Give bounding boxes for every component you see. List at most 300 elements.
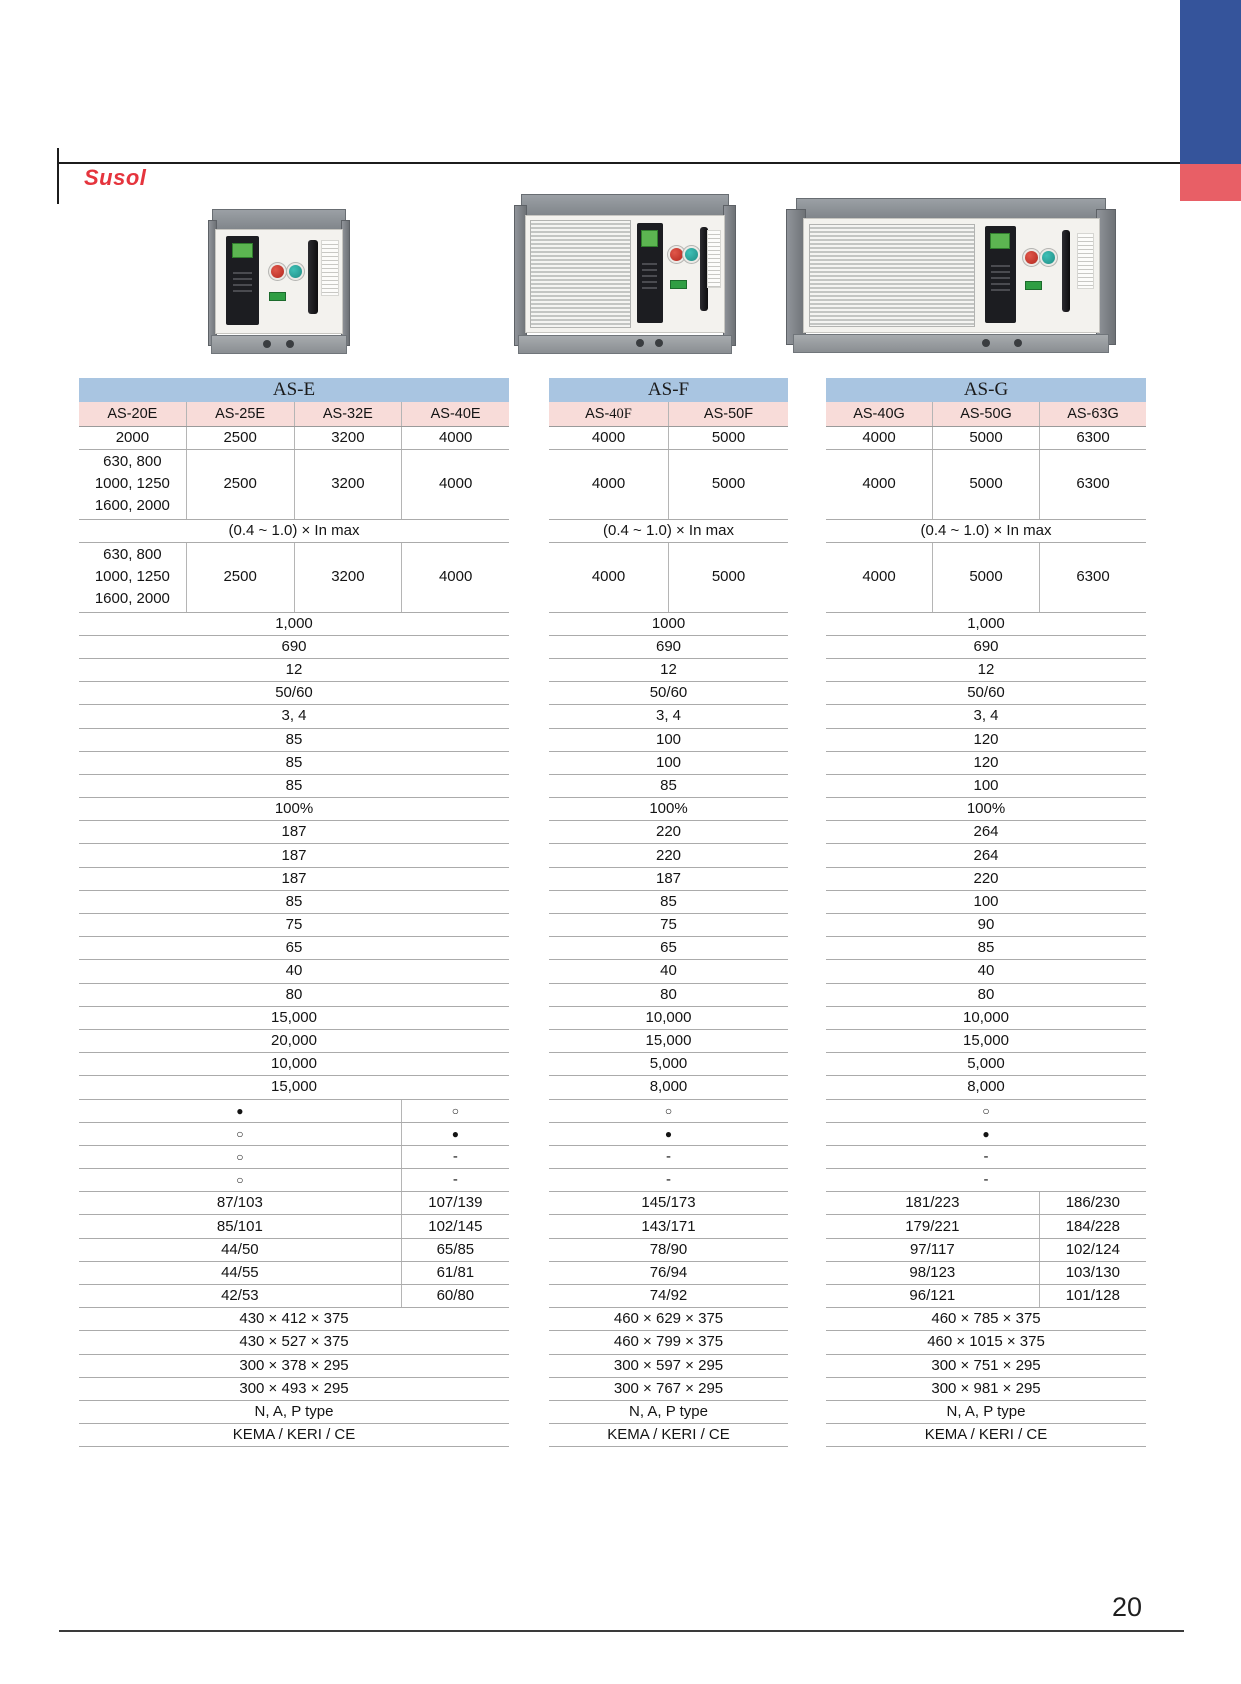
table-cell: 85 [977, 939, 995, 957]
table-row [549, 752, 788, 775]
table-cell: 2500 [187, 543, 295, 612]
table-row [826, 682, 1146, 705]
table-cell: 460 × 785 × 375 [931, 1310, 1041, 1328]
breaker-front-panel [803, 218, 1100, 333]
table-cell: 2000 [79, 427, 187, 449]
table-row [79, 821, 509, 844]
table-row [826, 844, 1146, 867]
table-row [79, 1355, 509, 1378]
table-row [79, 427, 509, 450]
breaker-trip-unit [226, 236, 259, 324]
product-photo-as-g [786, 198, 1116, 353]
table-cell: 4000 [438, 429, 473, 447]
model-header-row [549, 402, 788, 427]
product-photo-as-f [514, 194, 736, 354]
table-row [826, 984, 1146, 1007]
breaker-front-panel [215, 229, 343, 334]
table-row [826, 1146, 1146, 1169]
breaker-handle [308, 240, 318, 314]
table-cell: 75 [285, 916, 303, 934]
table-cell: 100% [274, 800, 314, 818]
table-cell: 3, 4 [281, 707, 307, 725]
charge-indicator [670, 280, 687, 289]
table-cell: 50/60 [649, 684, 688, 702]
table-cell: 220 [655, 823, 682, 841]
table-row [826, 1100, 1146, 1123]
table-row [549, 1285, 788, 1308]
table-row [549, 960, 788, 983]
table-cell: - [983, 1147, 989, 1165]
arc-chute-fins [530, 220, 631, 327]
table-row [79, 1424, 509, 1447]
table-row [549, 729, 788, 752]
table-cell: 220 [973, 869, 999, 887]
base-knob [263, 340, 271, 348]
breaker-trip-unit [985, 226, 1016, 323]
table-row [826, 937, 1146, 960]
table-row [79, 937, 509, 960]
table-row [79, 1262, 509, 1285]
table-row [549, 1215, 788, 1238]
table-cell: 186/230 [1065, 1194, 1120, 1212]
trip-unit-dials [642, 259, 657, 291]
table-cell: 4000 [549, 427, 669, 449]
table-row [79, 1192, 509, 1215]
table-row [826, 1308, 1146, 1331]
table-row [826, 705, 1146, 728]
table-cell: ○ [982, 1103, 990, 1118]
table-row [826, 636, 1146, 659]
table-cell: 4000 [438, 568, 473, 586]
table-row [549, 1146, 788, 1169]
arc-chute-fins [809, 224, 974, 328]
table-cell: 3200 [295, 450, 403, 519]
table-row [826, 798, 1146, 821]
breaker-on-button [1042, 251, 1055, 264]
model-name: AS-32E [295, 402, 403, 426]
table-cell: 100 [973, 776, 999, 794]
table-cell: 4000 [438, 475, 473, 493]
brand-logo: Susol [84, 165, 147, 190]
table-row [79, 659, 509, 682]
trip-unit-display [990, 233, 1010, 250]
table-cell: 3200 [295, 427, 403, 449]
table-cell: 5000 [711, 475, 746, 493]
table-cell: 3200 [295, 543, 403, 612]
product-photo-as-e [208, 198, 350, 354]
breaker-front-panel [525, 215, 725, 333]
table-cell: 120 [973, 730, 999, 748]
table-cell: ● [664, 1126, 673, 1141]
table-cell: 8,000 [967, 1078, 1005, 1096]
table-cell: - [666, 1171, 671, 1189]
table-cell: 85 [660, 776, 677, 794]
table-row [549, 844, 788, 867]
table-cell: 187 [281, 823, 307, 841]
table-cell: 6300 [1076, 568, 1110, 586]
table-row [79, 1123, 509, 1146]
table-row [549, 1308, 788, 1331]
table-cell: 65 [660, 939, 677, 957]
table-cell: 100% [966, 800, 1006, 818]
table-cell: 5000 [933, 450, 1040, 519]
table-row [826, 1030, 1146, 1053]
table-cell: 264 [973, 846, 999, 864]
table-row [79, 543, 509, 613]
table-row [549, 1192, 788, 1215]
header-rule [57, 162, 1180, 164]
table-cell: 5000 [933, 427, 1040, 449]
base-knob [286, 340, 294, 348]
table-row [549, 1123, 788, 1146]
table-cell: 12 [660, 661, 677, 679]
table-row [549, 1331, 788, 1354]
table-cell: 101/128 [1065, 1287, 1120, 1305]
table-cell: 187 [655, 869, 682, 887]
trip-unit-dials [233, 268, 253, 296]
table-row [826, 1239, 1146, 1262]
table-cell: 100 [973, 892, 999, 910]
spec-table-as-f [549, 378, 788, 1447]
table-cell: ● [79, 1100, 402, 1122]
table-row [79, 682, 509, 705]
table-cell: 15,000 [645, 1032, 692, 1050]
table-cell: 40 [660, 962, 677, 980]
table-cell: (0.4 ~ 1.0) × In max [920, 521, 1052, 539]
table-cell: 75 [660, 916, 677, 934]
table-cell: (0.4 ~ 1.0) × In max [603, 521, 734, 539]
table-cell: N, A, P type [629, 1403, 708, 1421]
table-row [826, 450, 1146, 520]
table-row [826, 775, 1146, 798]
table-row [549, 1424, 788, 1447]
table-cell: 3, 4 [655, 707, 682, 725]
table-cell: ○ [79, 1123, 402, 1145]
table-cell: 8,000 [649, 1078, 688, 1096]
table-row [79, 1076, 509, 1099]
table-row [79, 868, 509, 891]
table-cell: 10,000 [271, 1055, 317, 1073]
rating-label [707, 230, 721, 288]
as-g-title: AS-G [826, 378, 1146, 402]
rating-label [321, 240, 339, 295]
table-row [826, 914, 1146, 937]
table-row [79, 613, 509, 636]
model-name: AS-50F [703, 406, 754, 422]
table-cell: 15,000 [271, 1008, 317, 1026]
table-cell: 85/101 [79, 1215, 402, 1237]
table-row [826, 1424, 1146, 1447]
table-cell: 430 × 412 × 375 [239, 1310, 349, 1328]
breaker-off-button [670, 248, 683, 261]
table-cell: 85 [285, 776, 303, 794]
table-cell: 96/121 [826, 1285, 1040, 1307]
table-row [549, 821, 788, 844]
table-cell: 6300 [1076, 429, 1110, 447]
table-cell: N, A, P type [254, 1403, 334, 1421]
table-cell: - [452, 1171, 458, 1189]
breaker-handle [1062, 230, 1070, 311]
table-cell: 50/60 [275, 684, 313, 702]
table-cell: ● [982, 1126, 990, 1141]
table-row [549, 520, 788, 543]
table-row [549, 1030, 788, 1053]
table-cell: 80 [285, 985, 303, 1003]
model-header-row [826, 402, 1146, 427]
table-cell: 460 × 1015 × 375 [927, 1333, 1045, 1351]
table-cell: 5,000 [967, 1055, 1005, 1073]
table-row [79, 914, 509, 937]
table-row [826, 543, 1146, 613]
table-cell: 4000 [826, 427, 933, 449]
table-cell: 100 [655, 730, 682, 748]
table-cell: 1,000 [275, 614, 313, 632]
table-row [79, 636, 509, 659]
spec-table-as-g [826, 378, 1146, 1447]
table-cell: 12 [977, 661, 995, 679]
table-row [826, 1007, 1146, 1030]
model-name-serif-part: 40F [609, 406, 632, 422]
table-row [826, 1401, 1146, 1424]
table-cell: 4000 [549, 450, 669, 519]
table-cell: 3, 4 [973, 707, 999, 725]
table-row [826, 1355, 1146, 1378]
table-cell: 102/145 [428, 1217, 483, 1235]
table-cell: - [983, 1171, 989, 1189]
table-cell: 10,000 [645, 1008, 692, 1026]
table-row [79, 705, 509, 728]
breaker-on-button [685, 248, 698, 261]
table-row [549, 1239, 788, 1262]
table-cell: 145/173 [641, 1194, 696, 1212]
table-row [549, 636, 788, 659]
table-row [549, 937, 788, 960]
table-cell: (0.4 ~ 1.0) × In max [228, 521, 360, 539]
table-cell: 6300 [1076, 475, 1110, 493]
table-row [79, 1030, 509, 1053]
table-cell: 187 [281, 869, 307, 887]
charge-indicator [269, 292, 286, 301]
table-row [826, 613, 1146, 636]
table-row [549, 1262, 788, 1285]
table-row [79, 984, 509, 1007]
table-row [826, 1378, 1146, 1401]
table-row [549, 1401, 788, 1424]
table-row [826, 427, 1146, 450]
table-cell: 42/53 [79, 1285, 402, 1307]
table-row [549, 1169, 788, 1192]
table-cell: 4000 [826, 543, 933, 612]
breaker-trip-unit [637, 223, 663, 323]
table-cell: 85 [660, 892, 677, 910]
table-row [79, 1146, 509, 1169]
table-row [549, 613, 788, 636]
table-cell: 181/223 [826, 1192, 1040, 1214]
table-cell: 85 [285, 892, 303, 910]
table-cell: 65/85 [436, 1240, 475, 1258]
table-row [826, 868, 1146, 891]
table-cell: 430 × 527 × 375 [239, 1333, 349, 1351]
base-knob [1014, 339, 1022, 347]
table-row [549, 1076, 788, 1099]
table-row [549, 543, 788, 613]
table-cell: 5000 [933, 543, 1040, 612]
breaker-base [793, 334, 1110, 353]
table-row [79, 1239, 509, 1262]
table-cell: 300 × 597 × 295 [613, 1356, 724, 1374]
table-cell: 100 [655, 753, 682, 771]
table-row [79, 752, 509, 775]
table-cell: KEMA / KERI / CE [607, 1426, 730, 1444]
table-cell: 1,000 [967, 614, 1005, 632]
table-cell: 103/130 [1065, 1263, 1120, 1281]
table-cell: 74/92 [649, 1287, 688, 1305]
table-cell: 15,000 [963, 1032, 1009, 1050]
charge-indicator [1025, 281, 1042, 290]
table-cell: 2500 [187, 450, 295, 519]
table-row [826, 1285, 1146, 1308]
base-knob [982, 339, 990, 347]
table-cell: 78/90 [649, 1240, 688, 1258]
breaker-base [518, 335, 731, 354]
table-row [549, 868, 788, 891]
table-row [826, 729, 1146, 752]
table-row [79, 1308, 509, 1331]
table-cell: - [452, 1147, 458, 1165]
table-row [79, 1285, 509, 1308]
model-name: AS-40E [430, 406, 481, 422]
table-row [79, 1215, 509, 1238]
table-cell: 4000 [549, 543, 669, 612]
table-row [826, 659, 1146, 682]
table-cell: 85 [285, 753, 303, 771]
page-number: 20 [1112, 1592, 1143, 1622]
as-f-title: AS-F [549, 378, 788, 402]
table-cell: 690 [655, 637, 682, 655]
table-cell: 630, 800 1000, 1250 1600, 2000 [79, 543, 187, 612]
table-row [79, 1053, 509, 1076]
table-row [79, 1378, 509, 1401]
table-cell: 20,000 [271, 1032, 317, 1050]
table-cell: 76/94 [649, 1263, 688, 1281]
table-cell: - [666, 1147, 671, 1165]
base-knob [655, 339, 663, 347]
breaker-on-button [289, 265, 302, 278]
table-row [826, 1331, 1146, 1354]
table-cell: 460 × 629 × 375 [613, 1310, 724, 1328]
table-cell: 1000 [651, 614, 686, 632]
table-cell: 143/171 [641, 1217, 696, 1235]
table-row [79, 891, 509, 914]
table-cell: 40 [977, 962, 995, 980]
table-cell: 5000 [711, 429, 746, 447]
table-cell: 300 × 378 × 295 [239, 1356, 349, 1374]
table-row [549, 682, 788, 705]
table-row [549, 705, 788, 728]
rating-label [1077, 233, 1094, 289]
table-row [79, 960, 509, 983]
table-cell: 80 [977, 985, 995, 1003]
table-cell: 300 × 981 × 295 [931, 1379, 1041, 1397]
table-row [549, 891, 788, 914]
model-name: AS-20E [79, 402, 187, 426]
table-cell: 15,000 [271, 1078, 317, 1096]
table-cell: KEMA / KERI / CE [924, 1426, 1048, 1444]
table-cell: KEMA / KERI / CE [232, 1426, 356, 1444]
table-row [826, 960, 1146, 983]
table-cell: 2500 [187, 427, 295, 449]
table-cell: 61/81 [436, 1263, 475, 1281]
table-row [79, 1007, 509, 1030]
table-row [79, 1100, 509, 1123]
table-cell: 300 × 767 × 295 [613, 1379, 724, 1397]
table-cell: N, A, P type [946, 1403, 1026, 1421]
table-cell: ○ [79, 1169, 402, 1191]
spec-table-as-e [79, 378, 509, 1447]
table-row [79, 798, 509, 821]
table-row [549, 798, 788, 821]
table-row [549, 1378, 788, 1401]
table-row [549, 1355, 788, 1378]
table-row [549, 914, 788, 937]
table-cell: 90 [977, 916, 995, 934]
table-row [549, 1100, 788, 1123]
table-row [79, 844, 509, 867]
table-cell: ○ [664, 1103, 673, 1118]
table-row [79, 450, 509, 520]
table-cell: 690 [281, 637, 307, 655]
table-row [79, 1169, 509, 1192]
table-cell: 65 [285, 939, 303, 957]
table-cell: 5,000 [649, 1055, 688, 1073]
table-cell: 44/55 [79, 1262, 402, 1284]
table-cell: 40 [285, 962, 303, 980]
table-cell: 630, 800 1000, 1250 1600, 2000 [79, 450, 187, 519]
table-row [826, 520, 1146, 543]
table-cell: 300 × 493 × 295 [239, 1379, 349, 1397]
table-cell: 184/228 [1065, 1217, 1120, 1235]
table-row [79, 520, 509, 543]
table-cell: 85 [285, 730, 303, 748]
table-cell: 97/117 [826, 1239, 1040, 1261]
table-row [79, 729, 509, 752]
table-cell: ● [451, 1126, 459, 1141]
table-row [549, 984, 788, 1007]
table-cell: 102/124 [1065, 1240, 1120, 1258]
table-cell: 100% [649, 800, 688, 818]
table-row [549, 427, 788, 450]
table-cell: 120 [973, 753, 999, 771]
table-cell: 60/80 [436, 1287, 475, 1305]
model-name: AS-25E [187, 402, 295, 426]
table-cell: 10,000 [963, 1008, 1009, 1026]
table-row [549, 1007, 788, 1030]
header-left-tick [57, 148, 59, 204]
table-row [826, 1262, 1146, 1285]
table-cell: 264 [973, 823, 999, 841]
table-cell: 107/139 [428, 1194, 483, 1212]
corner-blue-block [1180, 0, 1241, 164]
table-cell: 44/50 [79, 1239, 402, 1261]
table-cell: 98/123 [826, 1262, 1040, 1284]
table-cell: 220 [655, 846, 682, 864]
table-row [826, 821, 1146, 844]
table-cell: 460 × 799 × 375 [613, 1333, 724, 1351]
table-cell: 187 [281, 846, 307, 864]
breaker-off-button [1025, 251, 1038, 264]
table-cell: 4000 [826, 450, 933, 519]
trip-unit-display [232, 243, 253, 258]
